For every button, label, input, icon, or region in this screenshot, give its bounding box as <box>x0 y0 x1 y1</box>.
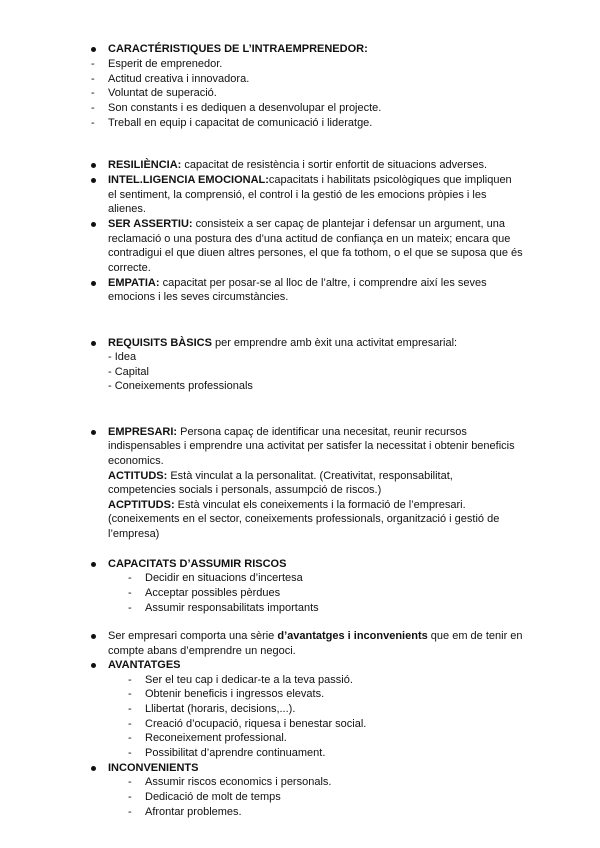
list-item: Acceptar possibles pèrdues <box>145 587 281 599</box>
definition-continuation: economics. <box>108 455 164 467</box>
bullet-icon <box>91 562 96 567</box>
definition-continuation: l’empresa) <box>108 528 160 540</box>
list-item: Decidir en situacions d’incertesa <box>145 572 303 584</box>
dash-icon: - <box>128 776 132 788</box>
definition-empatia: EMPATIA: capacitat per posar-se al lloc de l’altre, i comprendre així les seves <box>108 277 487 289</box>
definition-continuation: el sentiment, la comprensió, el control i la gestió de les emocions pròpies i les <box>108 189 487 201</box>
list-item: Voluntat de superació. <box>108 87 217 99</box>
dash-icon: - <box>91 73 95 85</box>
list-item: Son constants i es dediquen a desenvolupar el projecte. <box>108 102 382 114</box>
dash-icon: - <box>91 87 95 99</box>
list-item: Creació d’ocupació, riquesa i benestar social. <box>145 718 367 730</box>
heading-inconvenients: INCONVENIENTS <box>108 762 199 774</box>
list-item: - Idea <box>108 351 137 363</box>
dash-icon: - <box>128 718 132 730</box>
list-item: Assumir responsabilitats importants <box>145 602 319 614</box>
bullet-icon <box>91 281 96 286</box>
definition-continuation: alienes. <box>108 203 146 215</box>
list-item: Ser el teu cap i dedicar-te a la teva passió. <box>145 674 353 686</box>
definition-assertiu: SER ASSERTIU: consisteix a ser capaç de plantejar i defensar un argument, una <box>108 218 506 230</box>
bullet-icon <box>91 663 96 668</box>
definition-continuation: emocions i les seves circumstàncies. <box>108 291 289 303</box>
dash-icon: - <box>91 58 95 70</box>
bullet-icon <box>91 47 96 52</box>
bullet-icon <box>91 766 96 771</box>
definition-empresari: EMPRESARI: Persona capaç de identificar una necesitat, reunir recursos <box>108 426 467 438</box>
definition-continuation: competencies socials i personals, assumpció de riscos.) <box>108 484 382 496</box>
list-item: Afrontar problemes. <box>145 806 242 818</box>
list-item: Actitud creativa i innovadora. <box>108 73 250 85</box>
heading-capacitats: CAPACITATS D’ASSUMIR RISCOS <box>108 558 287 570</box>
dash-icon: - <box>91 102 95 114</box>
bullet-icon <box>91 178 96 183</box>
definition-aptituds: ACPTITUDS: Està vinculat els coneixements i la formació de l’empresari. <box>108 499 466 511</box>
list-item: Assumir riscos economics i personals. <box>145 776 332 788</box>
dash-icon: - <box>128 572 132 584</box>
definition-continuation: correcte. <box>108 262 151 274</box>
dash-icon: - <box>128 602 132 614</box>
dash-icon: - <box>128 732 132 744</box>
list-item: Dedicació de molt de temps <box>145 791 281 803</box>
definition-resiliencia: RESILIÈNCIA: capacitat de resistència i sortir enfortit de situacions adverses. <box>108 159 488 171</box>
definition-continuation: indispensables i emprendre una activitat per satisfer la necessitat i obtenir beneficis <box>108 440 515 452</box>
definition-intel-emocional: INTEL.LIGENCIA EMOCIONAL:capacitats i habilitats psicològiques que impliquen <box>108 174 512 186</box>
dash-icon: - <box>128 747 132 759</box>
definition-actituds: ACTITUDS: Està vinculat a la personalitat. (Creativitat, responsabilitat, <box>108 470 453 482</box>
bullet-icon <box>91 634 96 639</box>
list-item: - Coneixements professionals <box>108 380 253 392</box>
dash-icon: - <box>128 587 132 599</box>
paragraph-continuation: compte abans d’emprendre un negoci. <box>108 645 296 657</box>
bullet-icon <box>91 430 96 435</box>
list-item: Possibilitat d’aprendre continuament. <box>145 747 326 759</box>
dash-icon: - <box>128 703 132 715</box>
list-item: - Capital <box>108 366 149 378</box>
list-item: Treball en equip i capacitat de comunicació i lideratge. <box>108 117 373 129</box>
list-item: Esperit de emprenedor. <box>108 58 223 70</box>
list-item: Llibertat (horaris, decisions,...). <box>145 703 296 715</box>
bullet-icon <box>91 222 96 227</box>
bullet-icon <box>91 341 96 346</box>
heading-requisits: REQUISITS BÀSICS per emprendre amb èxit una activitat empresarial: <box>108 337 458 349</box>
definition-continuation: reclamació o una postura des d’una actitud de confiança en un mateix; encara que <box>108 233 511 245</box>
paragraph-empresari-intro: Ser empresari comporta una sèrie d’avantatges i inconvenients que em de tenir en <box>108 630 523 642</box>
heading-caracteristiques: CARACTÉRISTIQUES DE L’INTRAEMPRENEDOR: <box>108 43 368 55</box>
dash-icon: - <box>128 688 132 700</box>
dash-icon: - <box>128 674 132 686</box>
list-item: Obtenir beneficis i ingressos elevats. <box>145 688 325 700</box>
dash-icon: - <box>128 806 132 818</box>
heading-avantatges: AVANTATGES <box>108 659 181 671</box>
dash-icon: - <box>91 117 95 129</box>
bullet-icon <box>91 163 96 168</box>
list-item: Reconeixement professional. <box>145 732 287 744</box>
definition-continuation: (coneixements en el sector, coneixements professionals, organització i gestió de <box>108 513 500 525</box>
definition-continuation: contradigui el que diuen altres persones, el que fa tothom, o el que se suposa que és <box>108 247 523 259</box>
dash-icon: - <box>128 791 132 803</box>
